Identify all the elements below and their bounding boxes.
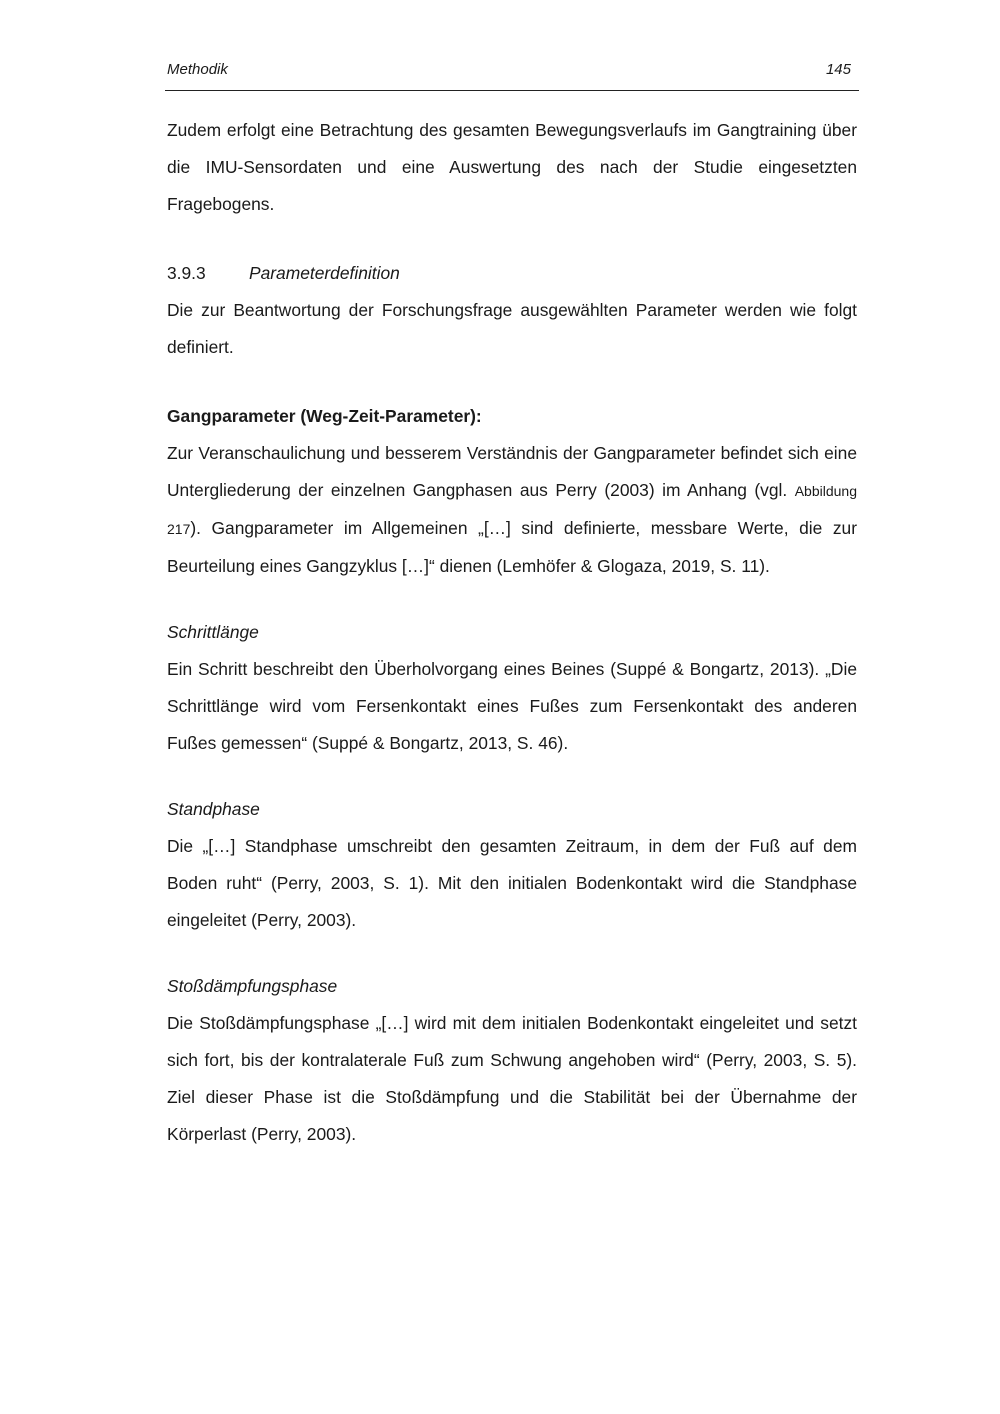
- running-header-section: Methodik: [167, 61, 228, 78]
- intro-paragraph: Zudem erfolgt eine Betrachtung des gesamten Bewegungsverlaufs im Gangtraining über die IMU-Sensordaten und eine Auswertung des nach der Studie eingesetzten Fragebogens.: [167, 120, 857, 214]
- figure-reference: Abbildung 217: [167, 483, 857, 537]
- page-number: 145: [825, 61, 851, 78]
- section-intro-paragraph: Die zur Beantwortung der Forschungsfrage ausgewählten Parameter werden wie folgt definiert.: [167, 300, 857, 357]
- stossdaempfungsphase-paragraph: Die Stoßdämpfungsphase „[…] wird mit dem initialen Bodenkontakt eingeleitet und setzt sich fort, bis der kontralaterale Fuß zum Schwung angehoben wird“ (Perry, 2003, S. 5). Ziel dieser Phase ist die Stoßdämpfung und die Stabilität bei der Übernahme der Körperlast (Perry, 2003).: [167, 1013, 857, 1144]
- standphase-heading: Standphase: [167, 799, 260, 819]
- page-header: [165, 60, 859, 91]
- gangparameter-text-1: Zur Veranschaulichung und besserem Verständnis der Gangparameter befindet sich eine Untergliederung der einzelnen Gangphasen aus Perry (2003) im Anhang (vgl.: [167, 443, 857, 500]
- schrittlaenge-paragraph: Ein Schritt beschreibt den Überholvorgang eines Beines (Suppé & Bongartz, 2013). „Die Schrittlänge wird vom Fersenkontakt eines Fußes zum Fersenkontakt des anderen Fußes gemessen“ (Suppé & Bongartz, 2013, S. 46).: [167, 659, 857, 753]
- gangparameter-text-2: ). Gangparameter im Allgemeinen „[…] sind definierte, messbare Werte, die zur Beurteilung eines Gangzyklus […]“ dienen (Lemhöfer & Glogaza, 2019, S. 11).: [167, 518, 857, 576]
- section-number: 3.9.3: [167, 263, 206, 283]
- gangparameter-paragraph: [167, 435, 857, 585]
- section-heading: [167, 255, 857, 292]
- schrittlaenge-heading: Schrittlänge: [167, 622, 259, 642]
- gangparameter-heading: Gangparameter (Weg-Zeit-Parameter):: [167, 406, 482, 426]
- section-title: Parameterdefinition: [249, 263, 400, 283]
- stossdaempfungsphase-heading: Stoßdämpfungsphase: [167, 976, 338, 996]
- page-body: [167, 112, 857, 1153]
- standphase-paragraph: Die „[…] Standphase umschreibt den gesamten Zeitraum, in dem der Fuß auf dem Boden ruht“ (Perry, 2003, S. 1). Mit den initialen Bodenkontakt wird die Standphase eingeleitet (Perry, 2003).: [167, 836, 857, 930]
